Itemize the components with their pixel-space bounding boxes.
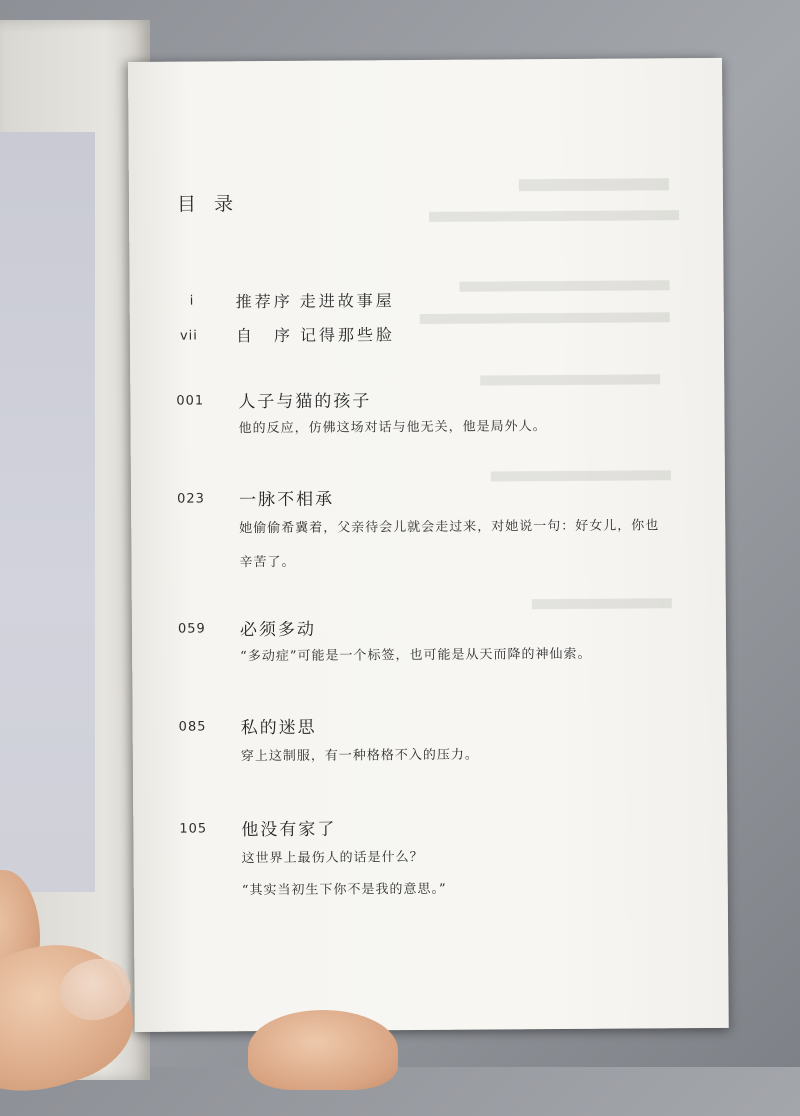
chapter-page-num: 059	[177, 621, 206, 637]
chapter-title: 一脉不相承	[238, 489, 335, 511]
chapter-desc: 他的反应，仿佛这场对话与他无关，他是局外人。	[238, 419, 547, 437]
chapter-page-num: 105	[179, 821, 208, 837]
chapter-desc: 这世界上最伤人的话是什么？	[241, 849, 424, 867]
front-num-preface: i	[189, 293, 195, 309]
bleed-through-5	[480, 374, 660, 385]
bleed-through-7	[532, 598, 672, 609]
chapter-title: 必须多动	[239, 619, 317, 641]
page-title: 目 录	[176, 193, 240, 216]
chapter-title: 他没有家了	[241, 819, 337, 841]
bleed-through-6	[491, 470, 671, 481]
bleed-through-2	[429, 210, 679, 222]
book-page	[128, 58, 729, 1032]
bleed-through-4	[420, 312, 670, 324]
front-title-preface: 走进故事屋	[299, 291, 395, 311]
chapter-title: 私的迷思	[240, 717, 317, 739]
chapter-page-num: 001	[176, 393, 205, 409]
chapter-title: 人子与猫的孩子	[238, 391, 372, 413]
chapter-desc: 她偷偷希冀着，父亲待会儿就会走过来，对她说一句：好女儿，你也	[239, 518, 660, 537]
front-label-preface: 推荐序	[235, 291, 293, 312]
bleed-through-1	[519, 178, 669, 191]
chapter-desc: 穿上这制服，有一种格格不入的压力。	[240, 747, 479, 765]
chapter-desc: “其实当初生下你不是我的意思。”	[241, 881, 447, 899]
front-title-author-preface: 记得那些脸	[299, 325, 395, 345]
bleed-through-3	[460, 280, 670, 291]
chapter-page-num: 023	[177, 491, 205, 507]
front-label-author-preface: 自 序	[235, 325, 293, 346]
thumb	[248, 1010, 398, 1090]
chapter-desc: 辛苦了。	[239, 554, 296, 571]
chapter-desc: “多动症”可能是一个标签，也可能是从天而降的神仙索。	[240, 646, 592, 665]
left-page-image	[0, 132, 95, 892]
chapter-page-num: 085	[178, 719, 207, 735]
front-num-author-preface: vii	[179, 328, 198, 344]
